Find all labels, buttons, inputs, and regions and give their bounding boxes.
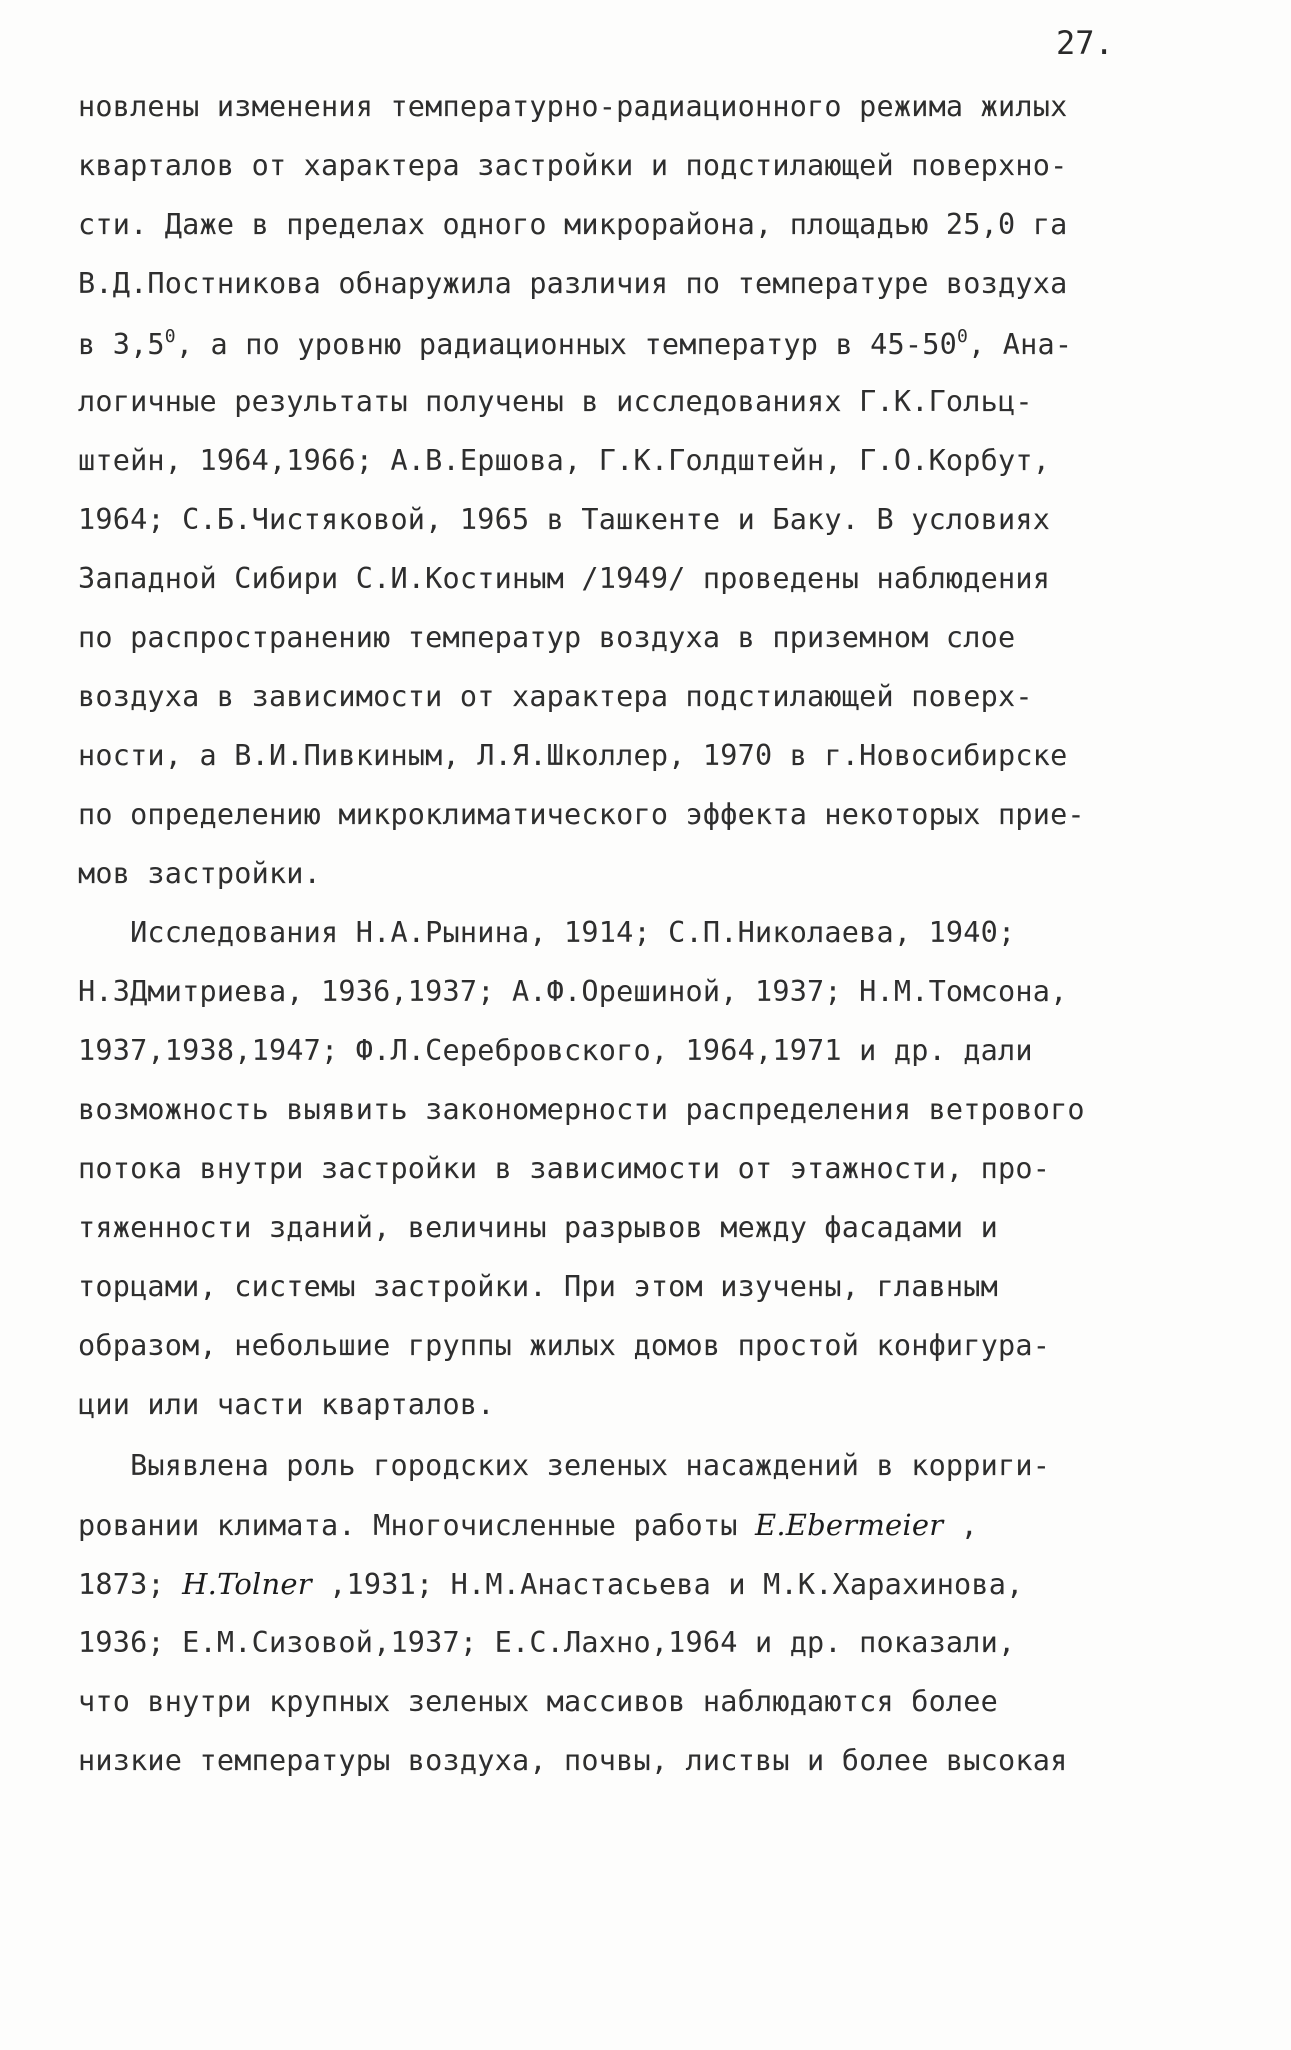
handwritten-name: E.Ebermeier [754,1508,944,1542]
text-line: тяженности зданий, величины разрывов между фасадами и [78,1211,998,1244]
text-line: Н.ЗДмитриева, 1936,1937; А.Ф.Орешиной, 1937; Н.М.Томсона, [78,975,1068,1008]
text-line: мов застройки. [78,857,322,890]
text-line: потока внутри застройки в зависимости от этажности, про- [78,1152,1051,1185]
text-line: ности, а В.И.Пивкиным, Л.Я.Школлер, 1970 в г.Новосибирске [78,739,1068,772]
text-fragment: , Ана- [968,328,1073,361]
page-number: 27. [1056,24,1114,62]
text-line: воздуха в зависимости от характера подстилающей поверх- [78,680,1033,713]
text-fragment: 1873; [78,1568,183,1601]
text-line [78,1567,1024,1601]
text-fragment: ровании климата. Многочисленные работы [78,1509,755,1542]
text-line: что внутри крупных зеленых массивов наблюдаются более [78,1685,998,1718]
text-line [78,1508,978,1542]
text-line: логичные результаты получены в исследованиях Г.К.Гольц- [78,385,1033,418]
text-line: по определению микроклиматического эффекта некоторых прие- [78,798,1085,831]
text-fragment: в 3,5 [78,328,165,361]
text-line: Исследования Н.А.Рынина, 1914; С.П.Николаева, 1940; [78,916,1016,949]
text-fragment: , [943,1509,979,1542]
handwritten-name: H.Tolner [182,1567,312,1601]
text-fragment: , а по уровню радиационных температур в 45-50 [175,328,957,361]
degree-superscript: 0 [164,326,176,347]
text-line: кварталов от характера застройки и подстилающей поверхно- [78,149,1068,182]
text-line: Выявлена роль городских зеленых насаждений в корриги- [78,1449,1051,1482]
text-line: низкие температуры воздуха, почвы, листвы и более высокая [78,1744,1068,1777]
text-line: В.Д.Постникова обнаружила различия по температуре воздуха [78,267,1068,300]
text-line: ции или части кварталов. [78,1388,495,1421]
text-line: 1936; Е.М.Сизовой,1937; Е.С.Лахно,1964 и др. показали, [78,1626,1016,1659]
text-line: штейн, 1964,1966; А.В.Ершова, Г.К.Голдштейн, Г.О.Корбут, [78,444,1051,477]
text-line: 1964; С.Б.Чистяковой, 1965 в Ташкенте и Баку. В условиях [78,503,1051,536]
text-line: образом, небольшие группы жилых домов простой конфигура- [78,1329,1051,1362]
text-line: новлены изменения температурно-радиационного режима жилых [78,90,1068,123]
text-line: 1937,1938,1947; Ф.Л.Серебровского, 1964,1971 и др. дали [78,1034,1033,1067]
text-line: сти. Даже в пределах одного микрорайона, площадью 25,0 га [78,208,1068,241]
text-line [78,326,1072,361]
text-line: Западной Сибири С.И.Костиным /1949/ проведены наблюдения [78,562,1051,595]
text-fragment: ,1931; Н.М.Анастасьева и М.К.Харахинова, [311,1568,1024,1601]
text-line: по распространению температур воздуха в приземном слое [78,621,1016,654]
text-line: торцами, системы застройки. При этом изучены, главным [78,1270,998,1303]
text-line: возможность выявить закономерности распределения ветрового [78,1093,1085,1126]
degree-superscript: 0 [956,326,969,347]
